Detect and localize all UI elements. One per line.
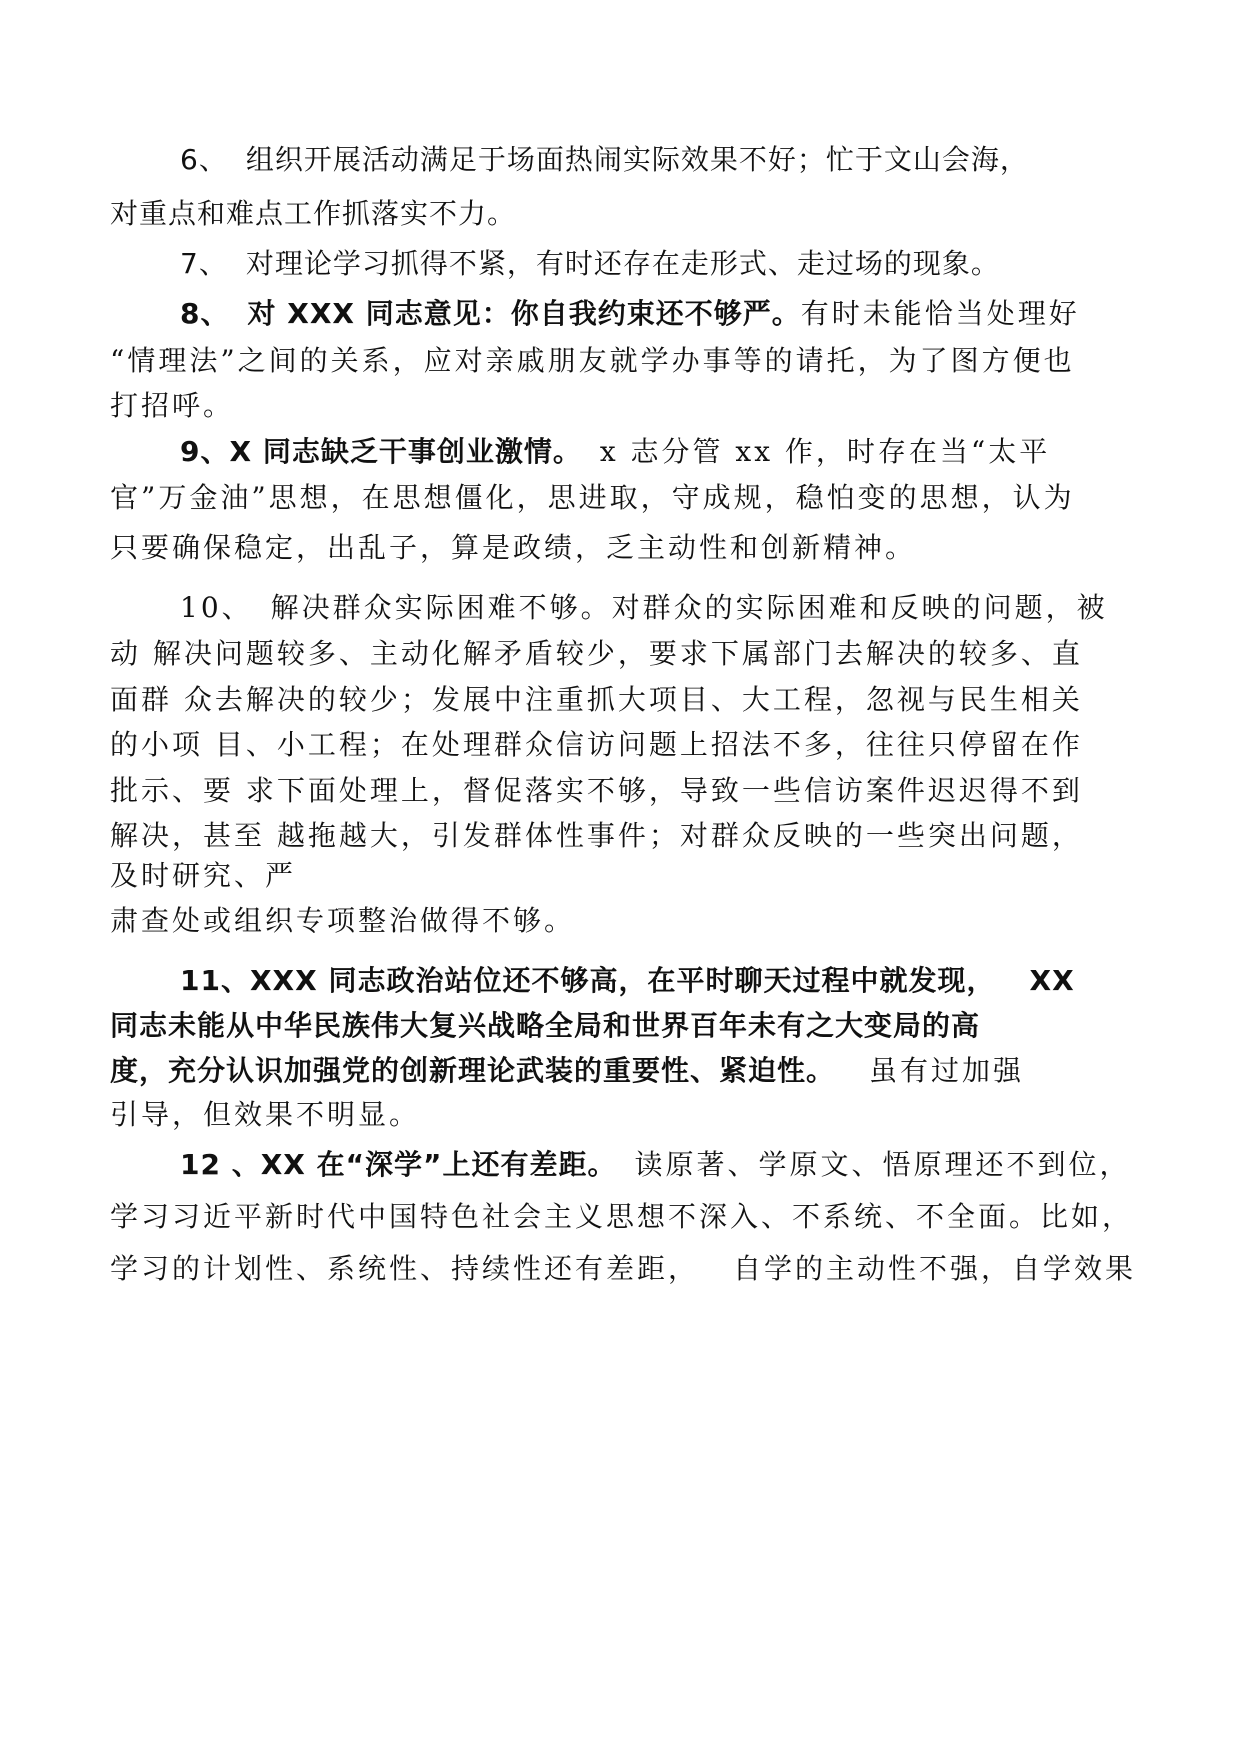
item-10-line-6: 解决，甚至 越拖越大，引发群体性事件；对群众反映的一些突出问题， [110,819,1083,852]
item-8-line-1 [180,296,1080,332]
item-8-heading: 对 XXX 同志意见：你自我约束还不够严。 [247,297,801,330]
item-12-heading: 12 、XX 在“深学”上还有差距。 [180,1148,617,1181]
item-11-line-1 [180,963,1075,999]
item-8-number: 8、 [180,297,230,330]
item-8-line-3: 打招呼。 [110,389,235,422]
item-10-line-2: 动 解决问题较多、主动化解矛盾较少，要求下属部门去解决的较多、直 [110,637,1083,670]
item-10-line-4: 的小项 目、小工程；在处理群众信访问题上招法不多，往往只停留在作 [110,728,1083,761]
item-9-line-1 [180,434,1050,470]
item-12-line-3 [110,1251,1136,1287]
item-11-heading-3: 度，充分认识加强党的创新理论武装的重要性、紧迫性。 [110,1054,836,1087]
item-10-line-5: 批示、要 求下面处理上，督促落实不够，导致一些信访案件迟迟得不到 [110,774,1083,807]
item-12-line-1 [180,1147,1130,1183]
item-11-text-3: 虽有过加强 [869,1054,1025,1087]
item-7-number: 7、 [180,247,228,280]
item-10-number: 10、 [180,591,253,624]
item-10-line-7: 及时研究、严 [110,859,297,892]
item-10-text-1: 解决群众实际困难不够。对群众的实际困难和反映的问题，被 [270,591,1108,624]
item-11-line-4: 引导，但效果不明显。 [110,1098,421,1131]
item-12-line-2: 学习习近平新时代中国特色社会主义思想不深入、不系统、不全面。比如， [110,1200,1134,1233]
item-8-line-2: “情理法”之间的关系，应对亲戚朋友就学办事等的请托，为了图方便也 [110,344,1075,377]
item-10-line-8: 肃查处或组织专项整治做得不够。 [110,904,576,937]
item-10-line-3: 面群 众去解决的较少；发展中注重抓大项目、大工程，忽视与民生相关 [110,683,1083,716]
item-10-line-1 [180,590,1108,626]
item-9-line-2: 官”万金油”思想，在思想僵化，思进取，守成规，稳怕变的思想，认为 [110,481,1075,514]
item-8-text-1: 有时未能恰当处理好 [800,297,1080,330]
item-11-line-3 [110,1053,1024,1089]
item-6-number: 6、 [180,143,228,176]
item-9-heading: 9、X 同志缺乏干事创业激情。 [180,435,582,468]
item-9-line-3: 只要确保稳定，出乱子，算是政绩，乏主动性和创新精神。 [110,531,917,564]
item-6-line-1 [180,142,1029,178]
item-7-line-1 [180,246,1000,282]
item-11-heading-1: 11、XXX 同志政治站位还不够高，在平时聊天过程中就发现， [180,964,996,997]
item-12-text-1: 读原著、学原文、悟原理还不到位， [634,1148,1131,1181]
item-6-line-2: 对重点和难点工作抓落实不力。 [110,197,517,230]
item-12-text-3b: 自学的主动性不强，自学效果 [733,1252,1137,1285]
item-6-text-1: 组织开展活动满足于场面热闹实际效果不好；忙于文山会海， [245,143,1029,176]
item-7-text-1: 对理论学习抓得不紧，有时还存在走形式、走过场的现象。 [245,247,1000,280]
item-11-line-2: 同志未能从中华民族伟大复兴战略全局和世界百年未有之大变局的高 [110,1009,981,1042]
item-11-heading-tail: XX [1029,964,1075,997]
item-9-text-1: x 志分管 xx 作，时存在当“太平 [599,435,1051,468]
item-12-text-3a: 学习的计划性、系统性、持续性还有差距， [110,1252,700,1285]
